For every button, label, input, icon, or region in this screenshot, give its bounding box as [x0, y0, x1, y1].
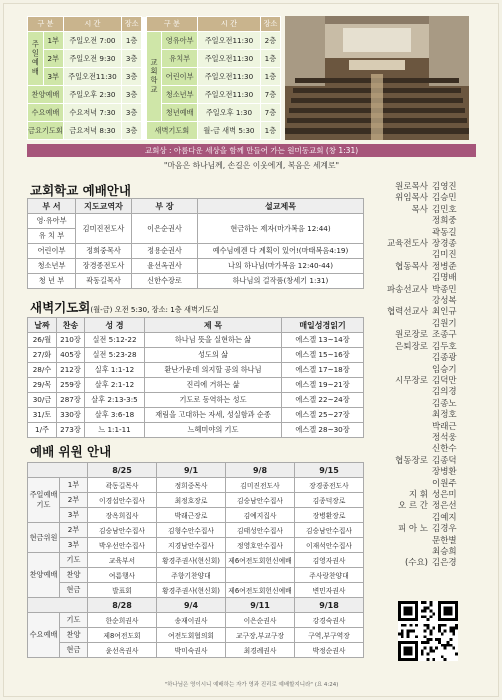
table-cell: 성도의 삶 — [145, 348, 282, 363]
member-cell: 제6여전도회헌신예배 — [226, 553, 295, 568]
staff-name: 최인규 — [432, 307, 457, 318]
footer-verse: "하나님은 영이시니 예배하는 자가 영과 진리로 예배할지니라" (요 4:24) — [164, 682, 339, 688]
date-header: 9/11 — [226, 598, 295, 613]
member-cell: 윤선옥권사 — [88, 643, 157, 658]
table-cell: 210장 — [57, 333, 85, 348]
sermon-cell: 하나님의 걸작품(창세기 1:31) — [198, 274, 364, 289]
schedule-group-label: 주일예배 — [28, 32, 44, 86]
staff-name: 조종구 — [432, 330, 457, 341]
staff-entry — [368, 456, 476, 490]
group-label: 찬양예배 — [28, 553, 60, 598]
member-cell: 정영호안수집사 — [226, 538, 295, 553]
group-label: 수요예배 — [28, 613, 60, 658]
staff-entry — [368, 182, 476, 193]
schedule-label: 찬양예배 — [28, 86, 64, 104]
staff-entry — [368, 524, 476, 558]
staff-names — [432, 524, 476, 558]
schedule-header: 구 분 — [28, 17, 64, 32]
dawn-prayer-subtitle: (월-금) 오전 5:30, 장소: 1층 새벽기도실 — [90, 305, 219, 314]
member-cell: 김종덕장로 — [295, 493, 364, 508]
staff-role: 은퇴장로 — [395, 341, 428, 352]
staff-role: 오 르 간 — [397, 501, 428, 512]
member-cell: 김영자권사 — [295, 553, 364, 568]
member-cell: 정희중목사 — [157, 478, 226, 493]
role-label: 3부 — [60, 538, 88, 553]
table-cell: 1/주 — [28, 423, 57, 438]
staff-name: 정은선 — [432, 501, 457, 512]
schedule-time: 주일오전11:30 — [63, 68, 121, 86]
worship-committee-table — [27, 462, 364, 658]
member-cell: 김미진전도사 — [226, 478, 295, 493]
table-header: 날짜 — [28, 318, 57, 333]
table-cell: 27/화 — [28, 348, 57, 363]
date-header: 8/25 — [88, 463, 157, 478]
head-cell: 윤선옥권사 — [132, 259, 198, 274]
table-row — [28, 583, 364, 598]
member-cell: 곽동길목사 — [88, 478, 157, 493]
staff-role: 파송선교사 — [386, 284, 428, 295]
member-cell: 여전도회협의회 — [157, 628, 226, 643]
table-cell: 31/토 — [28, 408, 57, 423]
staff-role: (수요) — [404, 558, 428, 569]
staff-name: 이원주 — [432, 478, 457, 489]
staff-names — [432, 501, 476, 524]
table-cell: 느헤미야의 기도 — [145, 423, 282, 438]
schedule-label: 영유아부 — [162, 32, 198, 50]
role-label: 기도 — [60, 553, 88, 568]
member-cell: 이경섭안수집사 — [88, 493, 157, 508]
blank-header — [28, 598, 88, 613]
member-cell: 김형수안수집사 — [157, 523, 226, 538]
schedule-time: 주일오전11:30 — [198, 32, 261, 50]
table-row — [28, 348, 364, 363]
role-label: 찬양 — [60, 628, 88, 643]
staff-name: 김원기 — [432, 318, 457, 329]
member-cell: 최경례권사 — [226, 643, 295, 658]
schedule-header: 장소 — [122, 17, 142, 32]
head-cell: 신한수장로 — [132, 274, 198, 289]
member-cell: 박미숙권사 — [157, 643, 226, 658]
pastor-cell: 곽동길목사 — [76, 274, 132, 289]
schedule-row — [28, 32, 281, 50]
date-header: 8/28 — [88, 598, 157, 613]
church-sanctuary-photo — [285, 16, 469, 140]
staff-name: 임승기 — [432, 364, 457, 375]
staff-name: 최승희 — [432, 547, 457, 557]
member-cell: 장옥희집사 — [88, 508, 157, 523]
staff-role: 시무장로 — [395, 375, 428, 386]
schedule-label: 어린이부 — [162, 68, 198, 86]
staff-entry — [368, 262, 476, 285]
table-cell: 에스겔 15~16장 — [282, 348, 364, 363]
blank-header — [28, 463, 88, 478]
staff-name: 박래근 — [432, 421, 457, 432]
schedule-time: 금요저녁 8:30 — [63, 122, 121, 140]
church-motto-banner: 교회상 : 아름다운 세상을 함께 만들어 가는 원미동교회 (창 1:31) — [27, 144, 476, 157]
member-cell — [226, 568, 295, 583]
table-cell: 환난가운데 의지할 공의 하나님 — [145, 363, 282, 378]
schedule-header: 시 간 — [63, 17, 121, 32]
table-cell: 살후 2:1-12 — [85, 378, 145, 393]
table-cell: 실전 5:12-22 — [85, 333, 145, 348]
member-cell: 주사랑찬양대 — [295, 568, 364, 583]
schedule-label: 수요예배 — [28, 104, 64, 122]
staff-name: 김종덕 — [432, 455, 457, 466]
staff-name: 정석웅 — [432, 432, 457, 443]
staff-name: 장병환 — [432, 467, 457, 478]
schedule-sub-label: 3부 — [43, 68, 63, 86]
staff-name: 김민호 — [432, 204, 457, 215]
member-cell: 주향기찬양대 — [157, 568, 226, 583]
table-cell: 259장 — [57, 378, 85, 393]
staff-name: 김승민 — [432, 193, 457, 204]
member-cell: 김승남안수집사 — [88, 523, 157, 538]
table-cell: 살후 3:6-18 — [85, 408, 145, 423]
church-motto: "마음은 하나님께, 손길은 이웃에게, 복음은 세계로" — [163, 161, 340, 170]
staff-names — [432, 239, 476, 262]
schedule-header-row — [28, 17, 281, 32]
staff-name: 김덕만 — [432, 375, 457, 386]
staff-role: 원로목사 — [395, 182, 428, 192]
pastor-cell: 김미진전도사 — [76, 214, 132, 244]
sermon-cell: 예수님에겐 다 계획이 있어!(마태복음4:19) — [198, 244, 364, 259]
dawn-prayer-table — [27, 317, 364, 438]
staff-role: 협동장로 — [395, 455, 428, 466]
schedule-label: 새벽기도회 — [146, 122, 197, 140]
staff-name: 김경우 — [432, 524, 457, 535]
schedule-time: 주일오후 1:30 — [198, 104, 261, 122]
staff-name: 김명배 — [432, 273, 457, 284]
table-cell: 에스겔 13~14장 — [282, 333, 364, 348]
staff-name: 장경종 — [432, 239, 457, 250]
department-cell: 영·유아부 — [28, 214, 76, 229]
member-cell: 이은순권사 — [226, 613, 295, 628]
staff-name: 김예지 — [432, 512, 457, 523]
table-cell: 330장 — [57, 408, 85, 423]
table-cell: 에스겔 22~24장 — [282, 393, 364, 408]
qr-code[interactable] — [398, 601, 458, 661]
staff-name: 김두호 — [432, 341, 457, 352]
schedule-place: 7층 — [260, 86, 280, 104]
table-row — [28, 393, 364, 408]
role-label: 기도 — [60, 613, 88, 628]
schedule-group-label: 교회학교 — [146, 32, 162, 122]
dawn-prayer-title: 새벽기도회 — [30, 300, 91, 315]
date-header: 9/18 — [295, 598, 364, 613]
schedule-header: 구 분 — [146, 17, 197, 32]
staff-entry — [368, 307, 476, 330]
staff-name: 곽동길 — [432, 227, 457, 238]
table-cell: 재림을 고대하는 자세, 성실함과 순종 — [145, 408, 282, 423]
staff-role: 위임목사 — [395, 193, 428, 204]
head-cell: 정용순권사 — [132, 244, 198, 259]
staff-name: 김의경 — [432, 387, 457, 398]
sermon-cell: 나의 하나님(마가복음 12:40-44) — [198, 259, 364, 274]
department-cell: 청소년부 — [28, 259, 76, 274]
member-cell: 황경주권사(현신회) — [157, 553, 226, 568]
schedule-header: 장소 — [260, 17, 280, 32]
table-cell: 273장 — [57, 423, 85, 438]
staff-names — [432, 205, 476, 239]
schedule-sub-label: 2부 — [43, 50, 63, 68]
schedule-place: 2층 — [260, 32, 280, 50]
schedule-time: 주일오전11:30 — [198, 68, 261, 86]
staff-names — [432, 193, 476, 204]
staff-entry — [368, 239, 476, 262]
table-header: 설교제목 — [198, 199, 364, 214]
table-cell: 기도로 동역하는 성도 — [145, 393, 282, 408]
staff-name: 김영진 — [432, 182, 457, 192]
member-cell: 제8여전도회 — [88, 628, 157, 643]
role-label: 현금 — [60, 583, 88, 598]
table-row — [28, 363, 364, 378]
table-row — [28, 508, 364, 523]
staff-name: 김종광 — [432, 353, 457, 364]
member-cell: 강경숙권사 — [295, 613, 364, 628]
staff-name: 정희중 — [432, 216, 457, 227]
table-row — [28, 259, 364, 274]
table-cell: 하나님 뜻을 실현하는 삶 — [145, 333, 282, 348]
staff-role: 목사 — [411, 204, 428, 215]
member-cell: 교육부서 — [88, 553, 157, 568]
staff-role: 협동목사 — [395, 261, 428, 272]
date-header: 9/1 — [157, 463, 226, 478]
table-cell: 실전 5:23-28 — [85, 348, 145, 363]
schedule-place: 1층 — [260, 50, 280, 68]
member-cell: 이재석안수집사 — [295, 538, 364, 553]
staff-name: 성은미 — [432, 489, 457, 500]
church-school-title: 교회학교 예배안내 — [30, 183, 131, 198]
schedule-place: 3층 — [122, 86, 142, 104]
schedule-place: 1층 — [260, 68, 280, 86]
table-row — [28, 643, 364, 658]
staff-role: 피 아 노 — [397, 524, 428, 535]
staff-name: 문한별 — [432, 535, 457, 546]
worship-committee-title: 예배 위원 안내 — [30, 444, 112, 459]
schedule-row — [28, 122, 281, 140]
member-cell: 교구장,부교구장 — [226, 628, 295, 643]
staff-entry — [368, 193, 476, 204]
member-cell: 송재이권사 — [157, 613, 226, 628]
pastor-cell: 장경종전도사 — [76, 259, 132, 274]
table-row — [28, 628, 364, 643]
department-cell: 어린이부 — [28, 244, 76, 259]
table-row — [28, 613, 364, 628]
table-header: 지도교역자 — [76, 199, 132, 214]
staff-names — [432, 330, 476, 341]
staff-role: 지 휘 — [408, 489, 428, 500]
table-cell: 실후 1:1-12 — [85, 363, 145, 378]
department-cell: 청 년 부 — [28, 274, 76, 289]
schedule-label: 청소년부 — [162, 86, 198, 104]
schedule-time: 주일오전11:30 — [198, 50, 261, 68]
member-cell: 김승남안수집사 — [226, 493, 295, 508]
table-header: 성 경 — [85, 318, 145, 333]
staff-name: 강성복 — [432, 296, 457, 307]
table-row — [28, 333, 364, 348]
table-cell: 진리에 거하는 삶 — [145, 378, 282, 393]
group-label: 현금위원 — [28, 523, 60, 553]
role-label: 찬양 — [60, 568, 88, 583]
schedule-time: 주일오후 2:30 — [63, 86, 121, 104]
table-header: 찬송 — [57, 318, 85, 333]
table-row — [28, 274, 364, 289]
table-row — [28, 553, 364, 568]
member-cell: 발표회 — [88, 583, 157, 598]
member-cell: 박래근장로 — [157, 508, 226, 523]
schedule-time: 월-금 새벽 5:30 — [198, 122, 261, 140]
staff-entry — [368, 490, 476, 501]
table-row — [28, 538, 364, 553]
table-cell: 에스겔 19~21장 — [282, 378, 364, 393]
table-row — [28, 523, 364, 538]
member-cell: 최정호장로 — [157, 493, 226, 508]
member-cell: 여름행사 — [88, 568, 157, 583]
date-header: 9/4 — [157, 598, 226, 613]
table-cell: 에스겔 25~27장 — [282, 408, 364, 423]
table-cell: 28/수 — [28, 363, 57, 378]
staff-names — [432, 558, 476, 569]
service-schedule-table — [27, 16, 281, 140]
staff-entry — [368, 205, 476, 239]
staff-name: 신한수 — [432, 444, 457, 455]
table-cell: 405장 — [57, 348, 85, 363]
schedule-time: 주일오전 9:30 — [63, 50, 121, 68]
staff-names — [432, 285, 476, 308]
staff-name: 박종민 — [432, 284, 457, 295]
table-cell: 26/월 — [28, 333, 57, 348]
table-header: 매일성경읽기 — [282, 318, 364, 333]
staff-name: 정병준 — [432, 261, 457, 272]
table-cell: 30/금 — [28, 393, 57, 408]
staff-entry — [368, 342, 476, 376]
sermon-cell: 현금하는 제자(마가복음 12:44) — [198, 214, 364, 244]
role-label: 현금 — [60, 643, 88, 658]
member-cell: 한순희권사 — [88, 613, 157, 628]
member-cell: 박정순권사 — [295, 643, 364, 658]
staff-role: 원로장로 — [395, 330, 428, 341]
table-cell: 에스겔 28~30장 — [282, 423, 364, 438]
role-label: 1부 — [60, 478, 88, 493]
schedule-place: 3층 — [122, 68, 142, 86]
role-label: 3부 — [60, 508, 88, 523]
member-cell: 제6여전도회헌신예배 — [226, 583, 295, 598]
schedule-time: 주일오전 7:00 — [63, 32, 121, 50]
table-header: 부 장 — [132, 199, 198, 214]
schedule-label: 유치부 — [162, 50, 198, 68]
member-cell: 구역,부구역장 — [295, 628, 364, 643]
member-cell: 지경남안수집사 — [157, 538, 226, 553]
staff-names — [432, 307, 476, 330]
table-row — [28, 493, 364, 508]
staff-names — [432, 182, 476, 193]
member-cell: 장경종전도사 — [295, 478, 364, 493]
table-row — [28, 478, 364, 493]
staff-name: 김미진 — [432, 250, 457, 261]
table-row — [28, 378, 364, 393]
staff-entry — [368, 501, 476, 524]
staff-role: 교육전도사 — [386, 239, 428, 250]
schedule-time: 수요저녁 7:30 — [63, 104, 121, 122]
schedule-place: 3층 — [122, 122, 142, 140]
staff-names — [432, 262, 476, 285]
member-cell: 김승남안수집사 — [295, 523, 364, 538]
member-cell: 김태성안수집사 — [226, 523, 295, 538]
staff-entry — [368, 330, 476, 341]
table-row — [28, 214, 364, 229]
staff-entry — [368, 376, 476, 456]
table-cell: 살후 2:13-3:5 — [85, 393, 145, 408]
schedule-place: 3층 — [122, 104, 142, 122]
staff-entry — [368, 558, 476, 569]
staff-name: 최정호 — [432, 410, 457, 421]
member-cell: 박우선안수집사 — [88, 538, 157, 553]
staff-role: 협력선교사 — [386, 307, 428, 318]
member-cell: 장병환장로 — [295, 508, 364, 523]
staff-names — [432, 342, 476, 376]
role-label: 2부 — [60, 523, 88, 538]
table-cell: 287장 — [57, 393, 85, 408]
schedule-time: 주일오전11:30 — [198, 86, 261, 104]
member-cell: 김예지집사 — [226, 508, 295, 523]
table-header: 부 서 — [28, 199, 76, 214]
church-school-table — [27, 198, 364, 289]
table-row — [28, 568, 364, 583]
staff-name: 김은경 — [432, 558, 457, 569]
schedule-place: 1층 — [260, 122, 280, 140]
table-row — [28, 408, 364, 423]
table-row — [28, 423, 364, 438]
date-header: 9/8 — [226, 463, 295, 478]
pastor-cell: 정희중목사 — [76, 244, 132, 259]
member-cell: 변민자권사 — [295, 583, 364, 598]
table-header: 제 목 — [145, 318, 282, 333]
table-row — [28, 244, 364, 259]
schedule-place: 3층 — [122, 50, 142, 68]
schedule-sub-label: 1부 — [43, 32, 63, 50]
staff-names — [432, 490, 476, 501]
schedule-header: 시 간 — [198, 17, 261, 32]
table-cell: 에스겔 17~18장 — [282, 363, 364, 378]
schedule-place: 1층 — [122, 32, 142, 50]
staff-name: 김종노 — [432, 398, 457, 409]
table-cell: 29/목 — [28, 378, 57, 393]
group-label: 주일예배기도 — [28, 478, 60, 523]
member-cell: 황경주권사(현신회) — [157, 583, 226, 598]
head-cell: 이은순권사 — [132, 214, 198, 244]
staff-entry — [368, 285, 476, 308]
staff-names — [432, 456, 476, 490]
schedule-label: 금요기도회 — [28, 122, 64, 140]
table-cell: 212장 — [57, 363, 85, 378]
schedule-label: 청년예배 — [162, 104, 198, 122]
staff-names — [432, 376, 476, 456]
table-cell: 느 1:1-11 — [85, 423, 145, 438]
role-label: 2부 — [60, 493, 88, 508]
schedule-place: 7층 — [260, 104, 280, 122]
department-cell: 유 치 부 — [28, 229, 76, 244]
staff-directory — [368, 182, 476, 602]
date-header: 9/15 — [295, 463, 364, 478]
